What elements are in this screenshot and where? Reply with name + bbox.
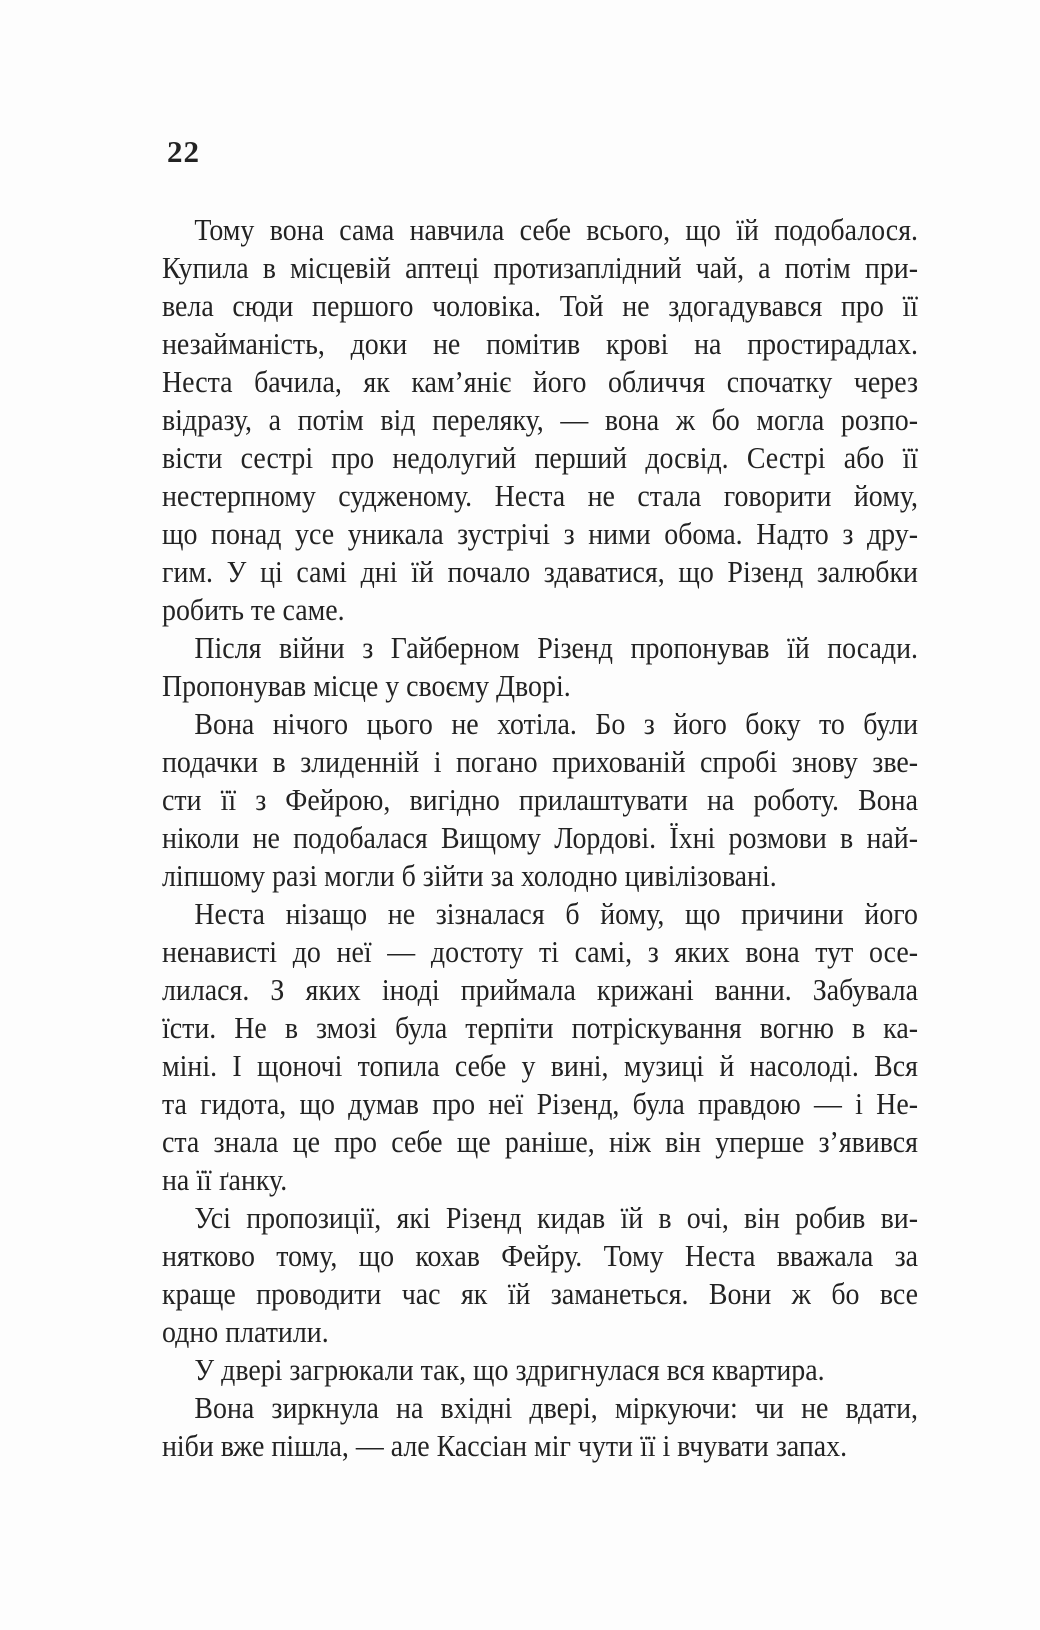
text-line: гим. У ці самі дні їй почало здаватися, що Різенд залюбки: [162, 554, 918, 589]
paragraph: [162, 1351, 918, 1389]
body-text: [162, 211, 918, 1465]
text-line: нестерпному судженому. Неста не стала говорити йому,: [162, 478, 918, 513]
text-line: ніби вже пішла, — але Кассіан міг чути її і вчувати запах.: [162, 1428, 848, 1463]
text-line: що понад усе уникала зустрічі з ними обома. Надто з дру-: [162, 516, 918, 551]
paragraph: [162, 895, 918, 1199]
paragraph: [162, 629, 918, 705]
text-line: подачки в злиденній і погано прихованій спробі знову зве-: [162, 744, 918, 779]
text-line: Вона зиркнула на вхідні двері, міркуючи: чи не вдати,: [194, 1390, 918, 1425]
text-line: У двері загрюкали так, що здригнулася вся квартира.: [194, 1352, 825, 1387]
text-line: незайманість, доки не помітив крові на простирадлах.: [162, 326, 918, 361]
text-line: нятково тому, що кохав Фейру. Тому Неста вважала за: [162, 1238, 918, 1273]
paragraph: [162, 705, 918, 895]
text-line: Купила в місцевій аптеці протизаплідний чай, а потім при-: [162, 250, 918, 285]
text-line: та гидота, що думав про неї Різенд, була правдою — і Не-: [162, 1086, 918, 1121]
text-line: ста знала це про себе ще раніше, ніж він уперше з’явився: [162, 1124, 918, 1159]
paragraph: [162, 1389, 918, 1465]
text-line: їсти. Не в змозі була терпіти потріскування вогню в ка-: [162, 1010, 918, 1045]
text-line: вісти сестрі про недолугий перший досвід. Сестрі або її: [162, 440, 918, 475]
text-line: Тому вона сама навчила себе всього, що їй подобалося.: [194, 212, 918, 247]
paragraph: [162, 1199, 918, 1351]
text-line: ненависті до неї — достоту ті самі, з яких вона тут осе-: [162, 934, 918, 969]
text-line: лилася. З яких іноді приймала крижані ванни. Забувала: [162, 972, 918, 1007]
text-line: Усі пропозиції, які Різенд кидав їй в очі, він робив ви-: [194, 1200, 918, 1235]
text-line: сти її з Фейрою, вигідно прилаштувати на роботу. Вона: [162, 782, 918, 817]
text-line: Вона нічого цього не хотіла. Бо з його боку то були: [194, 706, 918, 741]
text-line: Після війни з Гайберном Різенд пропонував їй посади.: [194, 630, 918, 665]
text-line: на її ґанку.: [162, 1162, 288, 1197]
text-line: ніколи не подобалася Вищому Лордові. Їхні розмови в най-: [162, 820, 918, 855]
text-line: одно платили.: [162, 1314, 329, 1349]
text-line: вела сюди першого чоловіка. Той не здогадувався про її: [162, 288, 918, 323]
text-line: Неста нізащо не зізналася б йому, що причини його: [194, 896, 918, 931]
text-line: ліпшому разі могли б зійти за холодно цивілізовані.: [162, 858, 777, 893]
text-line: Неста бачила, як кам’яніє його обличчя спочатку через: [162, 364, 918, 399]
text-line: відразу, а потім від переляку, — вона ж бо могла розпо-: [162, 402, 918, 437]
text-line: Пропонував місце у своєму Дворі.: [162, 668, 571, 703]
page-number: 22: [167, 134, 200, 169]
text-line: робить те саме.: [162, 592, 345, 627]
text-line: краще проводити час як їй заманеться. Вони ж бо все: [162, 1276, 918, 1311]
paragraph: [162, 211, 918, 629]
text-line: міні. І щоночі топила себе у вині, музиці й насолоді. Вся: [162, 1048, 918, 1083]
